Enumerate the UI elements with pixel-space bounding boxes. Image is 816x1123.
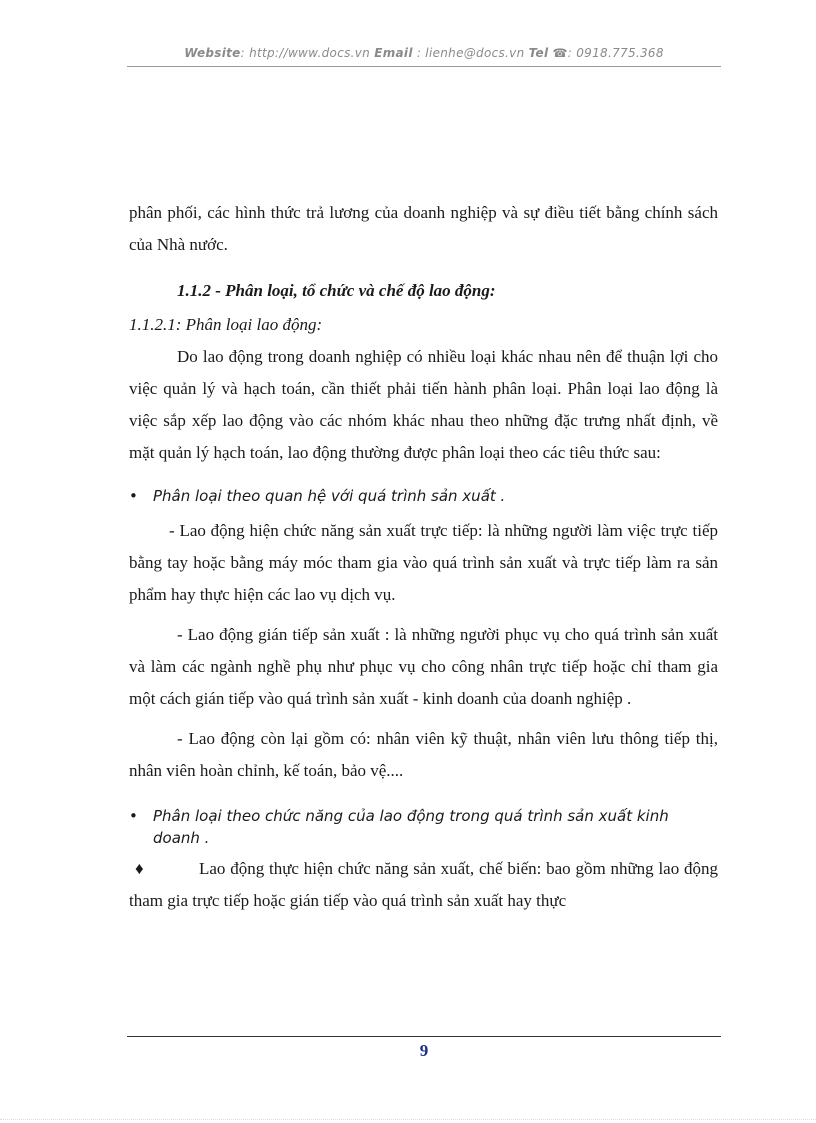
section-heading: 1.1.2 - Phân loại, tổ chức và chế độ lao động:: [177, 281, 496, 300]
website-value: : http://www.docs.vn: [240, 46, 371, 60]
page-bottom-border: [0, 1119, 816, 1120]
bullet-icon: •: [129, 487, 138, 505]
page-number: 9: [419, 1041, 429, 1060]
header-divider: [127, 66, 721, 67]
bullet-item: [129, 805, 718, 849]
website-label: Website: [184, 46, 241, 60]
classify-paragraph: Do lao động trong doanh nghiệp có nhiều loại khác nhau nên để thuận lợi cho việc quản lý và hạch toán, cần thiết phải tiến hành phân loại. Phân loại lao động là việc sắp xếp lao động vào các nhóm khác nhau theo những đặc trưng nhất định, về mặt quản lý hạch toán, lao động thường được phân loại theo các tiêu thức sau:: [129, 347, 718, 462]
diamond-icon: ♦: [135, 859, 144, 878]
subsection-heading: 1.1.2.1: Phân loại lao động:: [129, 315, 323, 334]
bullet-text: Phân loại theo chức năng của lao động trong quá trình sản xuất kinh doanh .: [153, 807, 669, 847]
tel-label: Tel: [528, 46, 549, 60]
page-header: [127, 46, 721, 60]
indirect-labor-paragraph: - Lao động gián tiếp sản xuất : là những người phục vụ cho quá trình sản xuất và làm các ngành nghề phụ như phục vụ cho công nhân trực tiếp hoặc chỉ tham gia một cách gián tiếp vào quá trình sản xuất - kinh doanh của doanh nghiệp .: [129, 625, 718, 708]
tel-value: ☎: 0918.775.368: [548, 46, 664, 60]
bullet-text: Phân loại theo quan hệ với quá trình sản xuất .: [153, 487, 506, 505]
bullet-item: [129, 485, 718, 507]
footer-divider: [127, 1036, 721, 1037]
email-value: : lienhe@docs.vn: [412, 46, 525, 60]
page-body: [129, 197, 718, 917]
direct-labor-paragraph: - Lao động hiện chức năng sản xuất trực tiếp: là những người làm việc trực tiếp bằng tay hoặc bằng máy móc tham gia vào quá trình sản xuất và trực tiếp làm ra sản phẩm hay thực hiện các lao vụ dịch vụ.: [129, 521, 718, 604]
bullet-icon: •: [129, 807, 138, 825]
remaining-labor-paragraph: - Lao động còn lại gồm có: nhân viên kỹ thuật, nhân viên lưu thông tiếp thị, nhân viên hoàn chỉnh, kế toán, bảo vệ....: [129, 729, 718, 780]
email-label: Email: [374, 46, 413, 60]
function-paragraph: [129, 853, 718, 917]
function-text: Lao động thực hiện chức năng sản xuất, chế biến: bao gồm những lao động tham gia trực tiếp hoặc gián tiếp vào quá trình sản xuất hay thực: [129, 859, 718, 910]
intro-paragraph: phân phối, các hình thức trả lương của doanh nghiệp và sự điều tiết bằng chính sách của Nhà nước.: [129, 203, 718, 254]
